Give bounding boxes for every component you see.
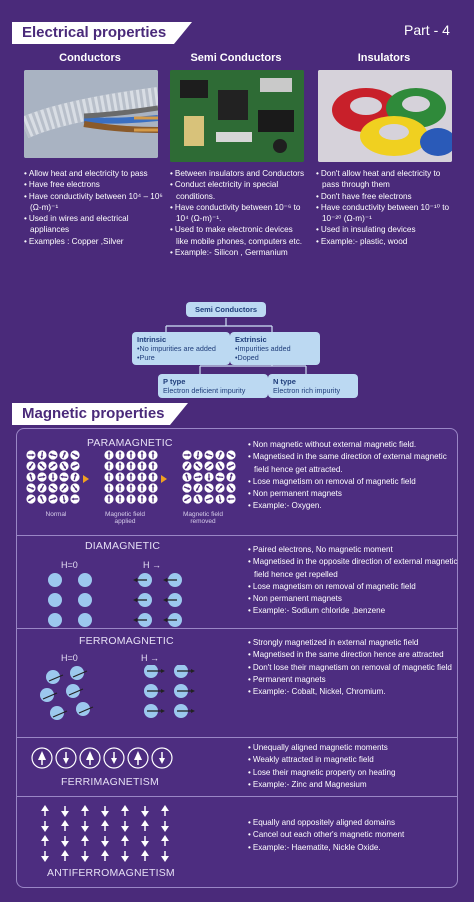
arrowhead-icon	[41, 835, 49, 841]
atom-icon	[78, 613, 92, 627]
spin-icon	[204, 472, 213, 481]
arrowhead-icon	[133, 618, 137, 622]
spin-icon	[59, 494, 68, 503]
arrowhead-icon	[191, 689, 195, 693]
label-normal: Normal	[45, 511, 67, 518]
arrowhead-icon	[161, 689, 165, 693]
arrowhead-icon	[101, 820, 109, 826]
spin-icon	[70, 450, 79, 459]
spin-icon	[59, 450, 68, 459]
arrowhead-icon	[41, 856, 49, 862]
spin-icon	[215, 472, 224, 481]
spin-icon	[215, 450, 224, 459]
ntype-title: N type	[273, 377, 296, 386]
dia-h-text: H	[143, 560, 150, 570]
spin-icon	[115, 450, 124, 459]
spin-icon	[137, 472, 146, 481]
list-item: • Example:- plastic, wood	[316, 236, 458, 247]
spin-icon	[26, 472, 35, 481]
arrow-icon	[161, 475, 167, 483]
ferrimagnetism-section	[16, 737, 458, 797]
arrowhead-icon	[141, 841, 149, 847]
list-item: • Cancel out each other's magnetic moment	[248, 829, 458, 841]
spin-icon	[204, 461, 213, 470]
spin-icon	[37, 472, 46, 481]
tree-intrinsic: Intrinsic •No impurities are added •Pure	[132, 332, 230, 365]
antiferromagnetism-title: ANTIFERROMAGNETISM	[47, 867, 175, 879]
arrowhead-icon	[141, 811, 149, 817]
label-applied: Magnetic field applied	[104, 511, 146, 525]
list-item: • Example:- Cobalt, Nickel, Chromium.	[248, 686, 458, 698]
arrowhead-icon	[81, 805, 89, 811]
spin-icon	[182, 461, 191, 470]
spin-icon	[26, 483, 35, 492]
spin-icon	[115, 483, 124, 492]
spin-icon	[126, 483, 135, 492]
spin-icon	[137, 461, 146, 470]
list-item: • Example:- Zinc and Magnesium	[248, 779, 458, 791]
conductors-title: Conductors	[59, 52, 121, 64]
spin-icon	[126, 450, 135, 459]
ptype-title: P type	[163, 377, 186, 386]
arrowhead-icon	[161, 669, 165, 673]
spin-icon	[226, 494, 235, 503]
list-item: • Unequally aligned magnetic moments	[248, 742, 458, 754]
spin-icon	[148, 461, 157, 470]
spin-icon	[70, 472, 79, 481]
spin-icon	[26, 494, 35, 503]
label-removed: Magnetic field removed	[182, 511, 224, 525]
spin-icon	[182, 450, 191, 459]
magnetic-title: Magnetic properties	[22, 405, 165, 422]
insulators-title: Insulators	[357, 52, 411, 64]
spin-icon	[182, 494, 191, 503]
arrowhead-icon	[163, 598, 167, 602]
arrowhead-icon	[101, 841, 109, 847]
ntype-desc: Electron rich impurity	[273, 386, 341, 395]
spin-icon	[193, 461, 202, 470]
ferro-h-label: H →	[141, 653, 160, 663]
antiferromagnetism-points	[248, 817, 458, 854]
spin-icon	[104, 494, 113, 503]
arrowhead-icon	[161, 826, 169, 832]
spin-icon	[137, 450, 146, 459]
list-item: • Between insulators and Conductors	[170, 168, 306, 179]
spin-icon	[126, 472, 135, 481]
dia-h0-label: H=0	[61, 560, 78, 570]
ferrimagnetism-points	[248, 742, 458, 791]
spin-icon	[104, 483, 113, 492]
diamagnetic-points	[248, 544, 458, 618]
list-item: • Non permanent magnets	[248, 593, 458, 605]
atom-icon	[48, 613, 62, 627]
arrowhead-icon	[111, 758, 117, 764]
ferromagnetic-section	[16, 628, 458, 738]
list-item: • Example:- Silicon , Germanium	[170, 247, 306, 258]
arrowhead-icon	[161, 709, 165, 713]
spin-icon	[37, 461, 46, 470]
spin-icon	[215, 461, 224, 470]
arrowhead-icon	[121, 856, 129, 862]
spin-icon	[148, 483, 157, 492]
spin-icon	[115, 461, 124, 470]
ferromagnetic-diagram	[33, 665, 203, 731]
list-item: • Non permanent magnets	[248, 488, 458, 500]
tree-ntype	[268, 374, 358, 398]
arrowhead-icon	[41, 826, 49, 832]
magnetic-header	[12, 403, 170, 425]
list-item: • Don't lose their magnetism on removal of magnetic field	[248, 662, 458, 674]
arrowhead-icon	[121, 805, 129, 811]
extrinsic-title: Extrinsic	[235, 335, 267, 344]
spin-icon	[193, 450, 202, 459]
arrowhead-icon	[133, 578, 137, 582]
list-item: • Example:- Haematite, Nickle Oxide.	[248, 842, 458, 854]
intrinsic-title: Intrinsic	[137, 335, 167, 344]
spin-icon	[70, 483, 79, 492]
arrowhead-icon	[133, 598, 137, 602]
spin-icon	[26, 461, 35, 470]
spin-icon	[204, 450, 213, 459]
list-item: • Examples : Copper ,Silver	[24, 236, 164, 247]
list-item: • Don't allow heat and electricity to pass through them	[316, 168, 458, 191]
spin-icon	[59, 483, 68, 492]
list-item: • Have free electrons	[24, 179, 164, 190]
spin-icon	[226, 461, 235, 470]
arrowhead-icon	[121, 835, 129, 841]
spin-icon	[137, 483, 146, 492]
spin-icon	[37, 450, 46, 459]
paramagnetic-section	[16, 428, 458, 536]
spin-icon	[70, 494, 79, 503]
list-item: • Allow heat and electricity to pass	[24, 168, 164, 179]
arrowhead-icon	[141, 850, 149, 856]
atom-icon	[48, 593, 62, 607]
extrinsic-desc-2: Doped	[237, 353, 259, 362]
atom-icon	[48, 573, 62, 587]
dia-h-label: H →	[143, 560, 162, 570]
ferrimagnetism-title: FERRIMAGNETISM	[61, 776, 159, 788]
arrowhead-icon	[61, 820, 69, 826]
diamagnetic-section	[16, 535, 458, 629]
spin-icon	[215, 494, 224, 503]
paramagnetic-title: PARAMAGNETIC	[87, 437, 173, 449]
spin-icon	[115, 472, 124, 481]
spin-icon	[48, 483, 57, 492]
ferro-h0-label: H=0	[61, 653, 78, 663]
spin-icon	[226, 472, 235, 481]
list-item: • Lose their magnetic property on heating	[248, 767, 458, 779]
paramagnetic-points	[248, 439, 458, 513]
arrowhead-icon	[81, 856, 89, 862]
arrowhead-icon	[161, 835, 169, 841]
list-item: • Magnetised in the same direction of external magnetic field hence get attracted.	[248, 451, 458, 476]
tree-root-label: Semi Conductors	[194, 305, 258, 314]
ferro-h-text: H	[141, 653, 148, 663]
spin-icon	[104, 461, 113, 470]
arrowhead-icon	[161, 856, 169, 862]
spin-icon	[59, 472, 68, 481]
arrowhead-icon	[41, 805, 49, 811]
list-item: • Weakly attracted in magnetic field	[248, 754, 458, 766]
arrowhead-icon	[121, 826, 129, 832]
arrowhead-icon	[163, 578, 167, 582]
antiferromagnetism-diagram	[39, 803, 189, 863]
spin-icon	[104, 450, 113, 459]
part-label: Part - 4	[404, 22, 450, 38]
ferromagnetic-points	[248, 637, 458, 698]
spin-icon	[137, 494, 146, 503]
spin-icon	[48, 450, 57, 459]
extrinsic-desc-1: Impurities added	[237, 344, 291, 353]
spin-icon	[226, 450, 235, 459]
diamagnetic-diagram	[47, 572, 197, 628]
arrowhead-icon	[191, 709, 195, 713]
arrowhead-icon	[101, 850, 109, 856]
intrinsic-desc-2: Pure	[139, 353, 155, 362]
arrowhead-icon	[159, 758, 165, 764]
semiconductors-title: Semi Conductors	[190, 52, 282, 64]
arrow-icon	[83, 475, 89, 483]
arrowhead-icon	[61, 811, 69, 817]
arrowhead-icon	[81, 835, 89, 841]
spin-icon	[204, 483, 213, 492]
list-item: • Strongly magnetized in external magnetic field	[248, 637, 458, 649]
list-item: • Magnetised in the opposite direction of external magnetic field hence get repelled	[248, 556, 458, 581]
list-item: • Used in insulating devices	[316, 224, 458, 235]
arrowhead-icon	[191, 669, 195, 673]
arrowhead-icon	[161, 805, 169, 811]
spin-icon	[148, 472, 157, 481]
list-item: • Example:- Oxygen.	[248, 500, 458, 512]
arrowhead-icon	[61, 850, 69, 856]
list-item: • Magnetised in the same direction hence are attracted	[248, 649, 458, 661]
tree-ptype	[158, 374, 268, 398]
tree-extrinsic: Extrinsic •Impurities added •Doped	[230, 332, 320, 365]
list-item: • Permanent magnets	[248, 674, 458, 686]
spin-icon	[148, 450, 157, 459]
arrowhead-icon	[141, 820, 149, 826]
atom-icon	[78, 593, 92, 607]
spin-icon	[126, 461, 135, 470]
list-item: • Equally and oppositely aligned domains	[248, 817, 458, 829]
spin-icon	[204, 494, 213, 503]
paramagnetic-diagram	[23, 449, 253, 509]
list-item: • Used to make electronic devices like mobile phones, computers etc.	[170, 224, 306, 247]
spin-icon	[37, 483, 46, 492]
spin-icon	[26, 450, 35, 459]
list-item: • Have conductivity between 10⁻⁶ to 10⁴ (Ω-m)⁻¹.	[170, 202, 306, 225]
intrinsic-desc-1: No impurities are added	[139, 344, 216, 353]
list-item: • Used in wires and electrical appliances	[24, 213, 164, 236]
spin-icon	[37, 494, 46, 503]
spin-icon	[226, 483, 235, 492]
spin-icon	[182, 472, 191, 481]
ptype-desc: Electron deficient impurity	[163, 386, 246, 395]
list-item: • Have conductivity between 10⁴ – 10⁶ (Ω-m)⁻¹	[24, 191, 164, 214]
arrowhead-icon	[163, 618, 167, 622]
spin-icon	[126, 494, 135, 503]
list-item: • Have conductivity between 10⁻¹⁰ to 10⁻²⁰ (Ω-m)⁻¹	[316, 202, 458, 225]
list-item: • Don't have free electrons	[316, 191, 458, 202]
antiferromagnetism-section	[16, 796, 458, 888]
atom-icon	[78, 573, 92, 587]
spin-icon	[48, 494, 57, 503]
tree-root	[186, 302, 266, 317]
list-item: • Lose magnetism on removal of magnetic field	[248, 476, 458, 488]
electrical-title: Electrical properties	[22, 24, 167, 41]
arrowhead-icon	[63, 758, 69, 764]
spin-icon	[104, 472, 113, 481]
spin-icon	[115, 494, 124, 503]
list-item: • Non magnetic without external magnetic field.	[248, 439, 458, 451]
arrowhead-icon	[61, 841, 69, 847]
arrowhead-icon	[101, 811, 109, 817]
spin-icon	[59, 461, 68, 470]
spin-icon	[182, 483, 191, 492]
list-item: • Paired electrons, No magnetic moment	[248, 544, 458, 556]
spin-icon	[48, 461, 57, 470]
spin-icon	[193, 494, 202, 503]
spin-icon	[193, 483, 202, 492]
spin-icon	[48, 472, 57, 481]
arrowhead-icon	[81, 826, 89, 832]
list-item: • Lose magnetism on removal of magnetic field	[248, 581, 458, 593]
list-item: • Example:- Sodium chloride ,benzene	[248, 605, 458, 617]
spin-icon	[193, 472, 202, 481]
diamagnetic-title: DIAMAGNETIC	[85, 540, 161, 552]
ferrimagnetism-diagram	[31, 746, 181, 772]
spin-icon	[148, 494, 157, 503]
list-item: • Conduct electricity in special conditions.	[170, 179, 306, 202]
spin-icon	[70, 461, 79, 470]
spin-icon	[215, 483, 224, 492]
ferromagnetic-title: FERROMAGNETIC	[79, 635, 174, 647]
